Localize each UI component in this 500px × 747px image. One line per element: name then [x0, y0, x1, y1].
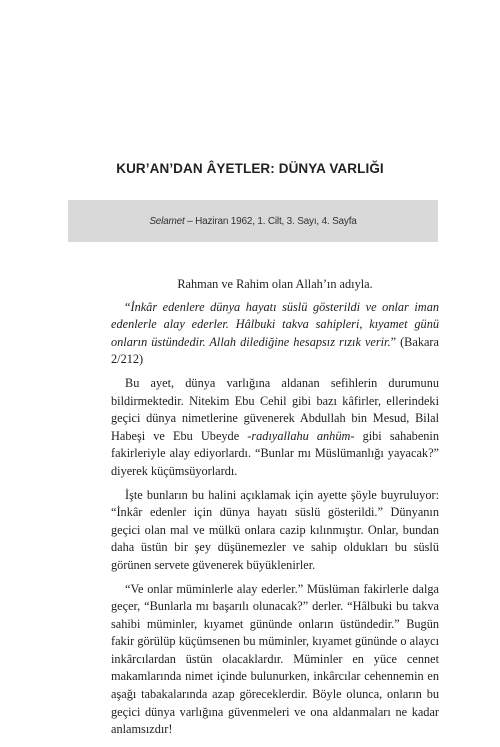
verse-reference: ” (Bakara 2/212)	[111, 334, 439, 367]
paragraph-4: “Ve onlar müminlerle alay ederler.” Müslüman fakirlerle dalga geçer, “Bunlarla mı başarılı olunacak?” derler. “Hâlbuki bu takva sahibi müminler, kıyamet gününde onların üstündedir.” Bugün fakir görülüp küçümsenen bu müminler, kıyamet gününde o alaycı inkârcılardan üstün olacaklardır. Müminler en yüce cennet makamlarında nimet içinde bulunurken, inkârcılar cehennemin en aşağı tabakalarında azap göreceklerdir. Böyle olunca, onların bu geçici dünya varlığına güvenmeleri ve ona aldanmaları ne kadar anlamsızdır!	[111, 581, 439, 737]
verse-paragraph	[111, 299, 439, 369]
paragraph-2-text-a: Bu ayet, dünya varlığına aldanan sefihlerin durumunu bildirmektedir. Nitekim Ebu Cehil gibi bazı kâfirler, ellerindeki geçici dünya nimetlerine güvenerek Abdullah bin Mesud, Bilal Habeşi ve Ebu Ubeyde	[111, 375, 439, 443]
verse-text: İnkâr edenlere dünya hayatı süslü gösterildi ve onlar iman edenlerle alay ederler. Hâlbuki takva sahipleri, kıyamet günü onların üstündedir. Allah dilediğine hesapsız rızık verir.	[111, 299, 439, 349]
paragraph-2-italic: -radıyallahu anhüm-	[247, 428, 355, 443]
opening-line: Rahman ve Rahim olan Allah’ın adıyla.	[177, 277, 373, 291]
publication-name: Selamet	[149, 215, 185, 227]
verse-open-quote: “	[125, 299, 131, 314]
publication-details: – Haziran 1962, 1. Cilt, 3. Sayı, 4. Sayfa	[184, 215, 357, 227]
paragraph-2-text-b: gibi sahabenin fakirleriyle alay ediyorlardı. “Bunlar mı Müslümanlığı yayacak?” diyerek küçümsüyorlardı.	[111, 428, 439, 478]
paragraph-3: İşte bunların bu halini açıklamak için ayette şöyle buyruluyor: “İnkâr edenler için dünya hayatı süslü gösterildi.” Dünyanın geçici olan mal ve mülkü onlara cazip kılınmıştır. Onlar, bundan daha üstün bir şey düşünemezler ve sahip oldukları bu süslü görünen servete güvenerek büyüklenirler.	[111, 487, 439, 572]
paragraph-2	[111, 375, 439, 481]
source-citation-band	[68, 200, 438, 242]
page-title: KUR’AN’DAN ÂYETLER: DÜNYA VARLIĞI	[116, 161, 384, 176]
source-citation	[149, 216, 356, 227]
article-body	[111, 276, 439, 745]
